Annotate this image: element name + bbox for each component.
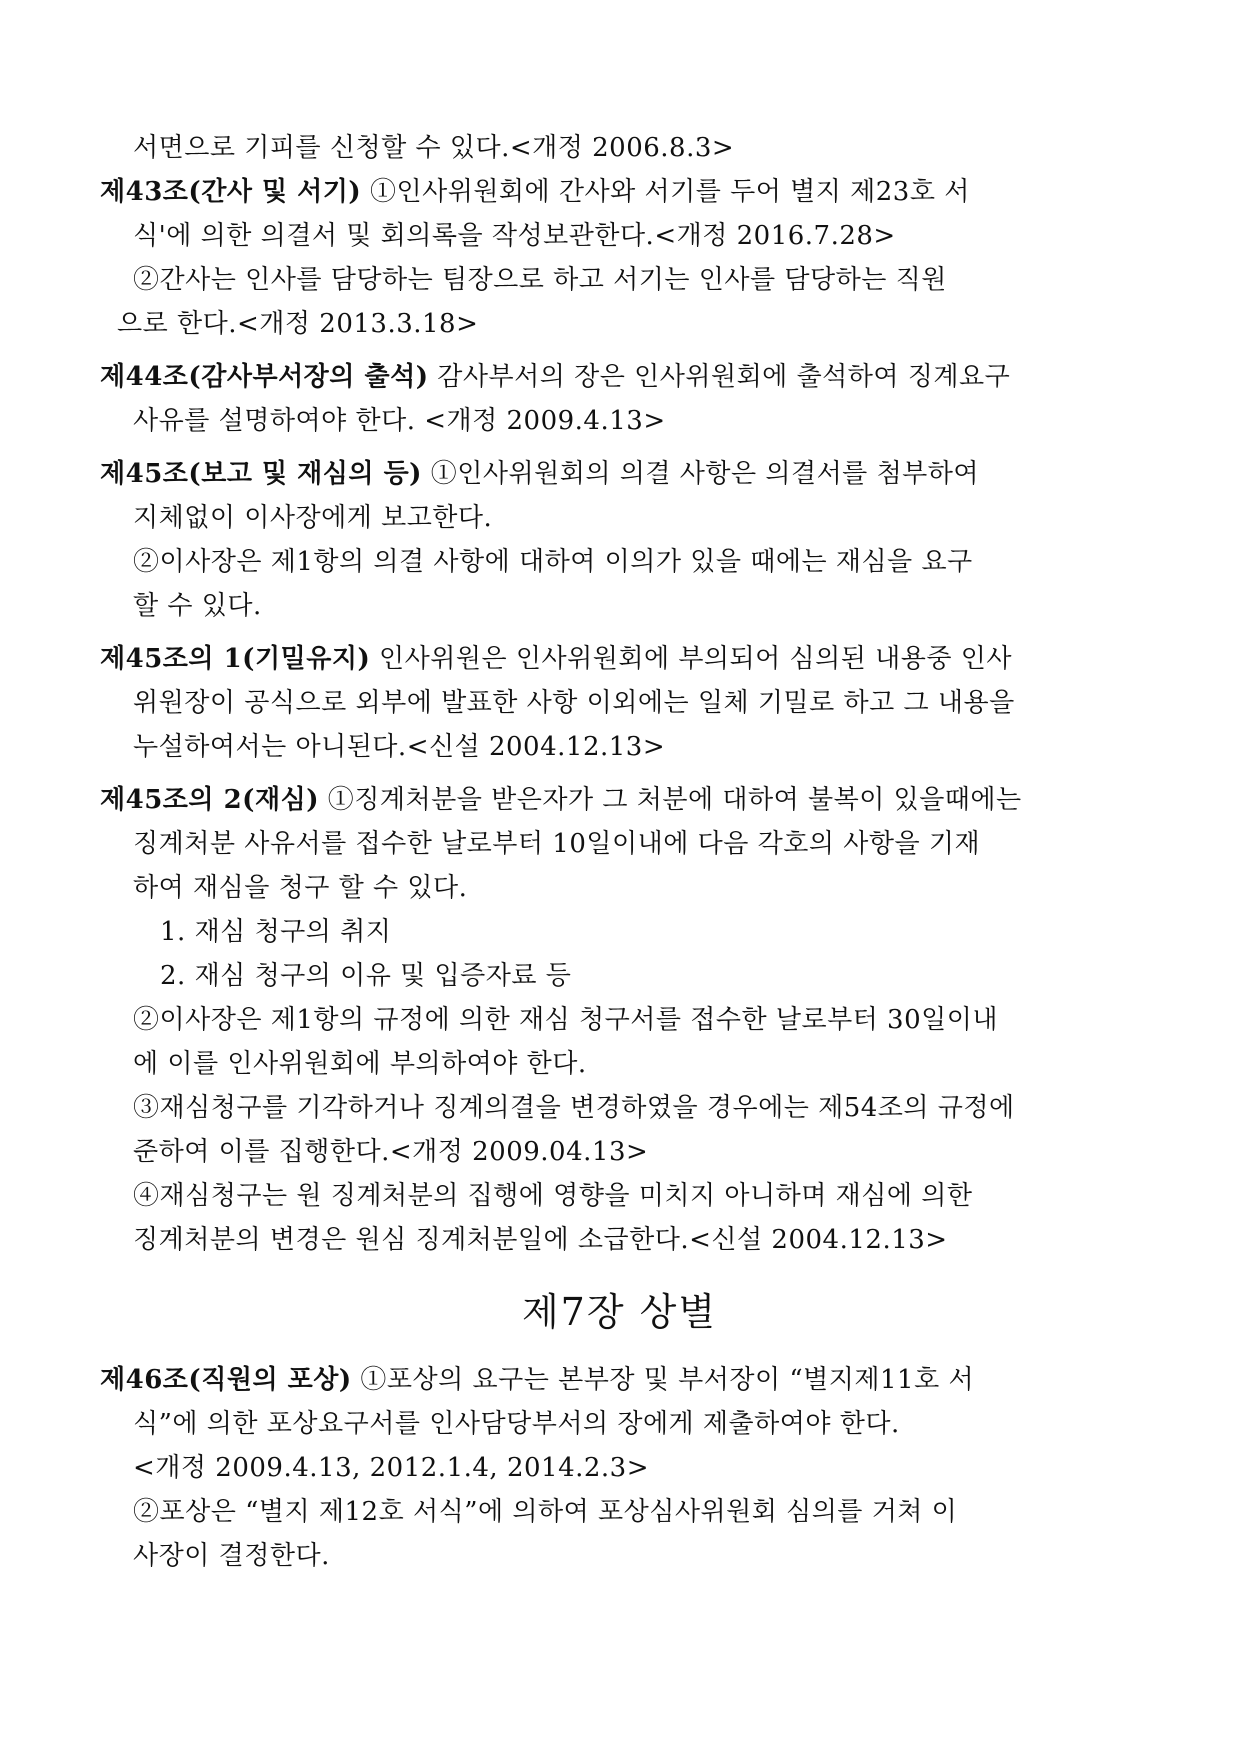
text-line: 지체없이 이사장에게 보고한다. <box>133 503 493 533</box>
text-line: ②이사장은 제1항의 의결 사항에 대하여 이의가 있을 때에는 재심을 요구 <box>133 547 973 577</box>
article-heading: 제44조(감사부서장의 출석) <box>100 362 429 392</box>
article-45-2: 제45조의 2(재심) ①징계처분을 받은자가 그 처분에 대하여 불복이 있을때에는 <box>100 785 1022 815</box>
text-line: ④재심청구는 원 징계처분의 집행에 영향을 미치지 아니하며 재심에 의한 <box>133 1181 973 1211</box>
article-43: 제43조(간사 및 서기) ①인사위원회에 간사와 서기를 두어 별지 제23호 서 <box>100 177 970 207</box>
article-45: 제45조(보고 및 재심의 등) ①인사위원회의 의결 사항은 의결서를 첨부하여 <box>100 459 980 489</box>
article-heading: 제43조(간사 및 서기) <box>100 177 362 207</box>
article-heading: 제46조(직원의 포상) <box>100 1365 352 1395</box>
text-line: 사장이 결정한다. <box>133 1541 330 1571</box>
text-line: 식'에 의한 의결서 및 회의록을 작성보관한다.<개정 2016.7.28> <box>133 221 896 251</box>
article-44: 제44조(감사부서장의 출석) 감사부서의 장은 인사위원회에 출석하여 징계요구 <box>100 362 1011 392</box>
text-line: ②간사는 인사를 담당하는 팀장으로 하고 서기는 인사를 담당하는 직원 <box>133 265 947 295</box>
list-item: 2. 재심 청구의 이유 및 입증자료 등 <box>160 961 572 991</box>
text-line: 하여 재심을 청구 할 수 있다. <box>133 873 468 903</box>
chapter-title: 제7장 상별 <box>521 1290 718 1334</box>
text-line: 식”에 의한 포상요구서를 인사담당부서의 장에게 제출하여야 한다. <box>133 1409 900 1439</box>
article-heading: 제45조의 2(재심) <box>100 785 320 815</box>
text-line: 위원장이 공식으로 외부에 발표한 사항 이외에는 일체 기밀로 하고 그 내용을 <box>133 688 1015 718</box>
article-heading: 제45조(보고 및 재심의 등) <box>100 459 422 489</box>
text-line: 사유를 설명하여야 한다. <개정 2009.4.13> <box>133 406 666 436</box>
text-line: 으로 한다.<개정 2013.3.18> <box>117 309 479 339</box>
text-line: 징계처분의 변경은 원심 징계처분일에 소급한다.<신설 2004.12.13> <box>133 1225 948 1255</box>
article-45-1: 제45조의 1(기밀유지) 인사위원은 인사위원회에 부의되어 심의된 내용중 인사 <box>100 644 1013 674</box>
text-line: 징계처분 사유서를 접수한 날로부터 10일이내에 다음 각호의 사항을 기재 <box>133 829 981 859</box>
text-line: 에 이를 인사위원회에 부의하여야 한다. <box>133 1049 587 1079</box>
list-item: 1. 재심 청구의 취지 <box>160 917 392 947</box>
text-line: ③재심청구를 기각하거나 징계의결을 변경하였을 경우에는 제54조의 규정에 <box>133 1093 1015 1123</box>
text-line: <개정 2009.4.13, 2012.1.4, 2014.2.3> <box>133 1453 650 1483</box>
text-line: 누설하여서는 아니된다.<신설 2004.12.13> <box>133 732 666 762</box>
article-heading: 제45조의 1(기밀유지) <box>100 644 371 674</box>
article-46: 제46조(직원의 포상) ①포상의 요구는 본부장 및 부서장이 “별지제11호 서 <box>100 1365 975 1395</box>
text-line: 서면으로 기피를 신청할 수 있다.<개정 2006.8.3> <box>133 133 735 163</box>
text-line: ②포상은 “별지 제12호 서식”에 의하여 포상심사위원회 심의를 거쳐 이 <box>133 1497 958 1527</box>
text-line: 할 수 있다. <box>133 591 262 621</box>
text-line: ②이사장은 제1항의 규정에 의한 재심 청구서를 접수한 날로부터 30일이내 <box>133 1005 998 1035</box>
text-line: 준하여 이를 집행한다.<개정 2009.04.13> <box>133 1137 649 1167</box>
